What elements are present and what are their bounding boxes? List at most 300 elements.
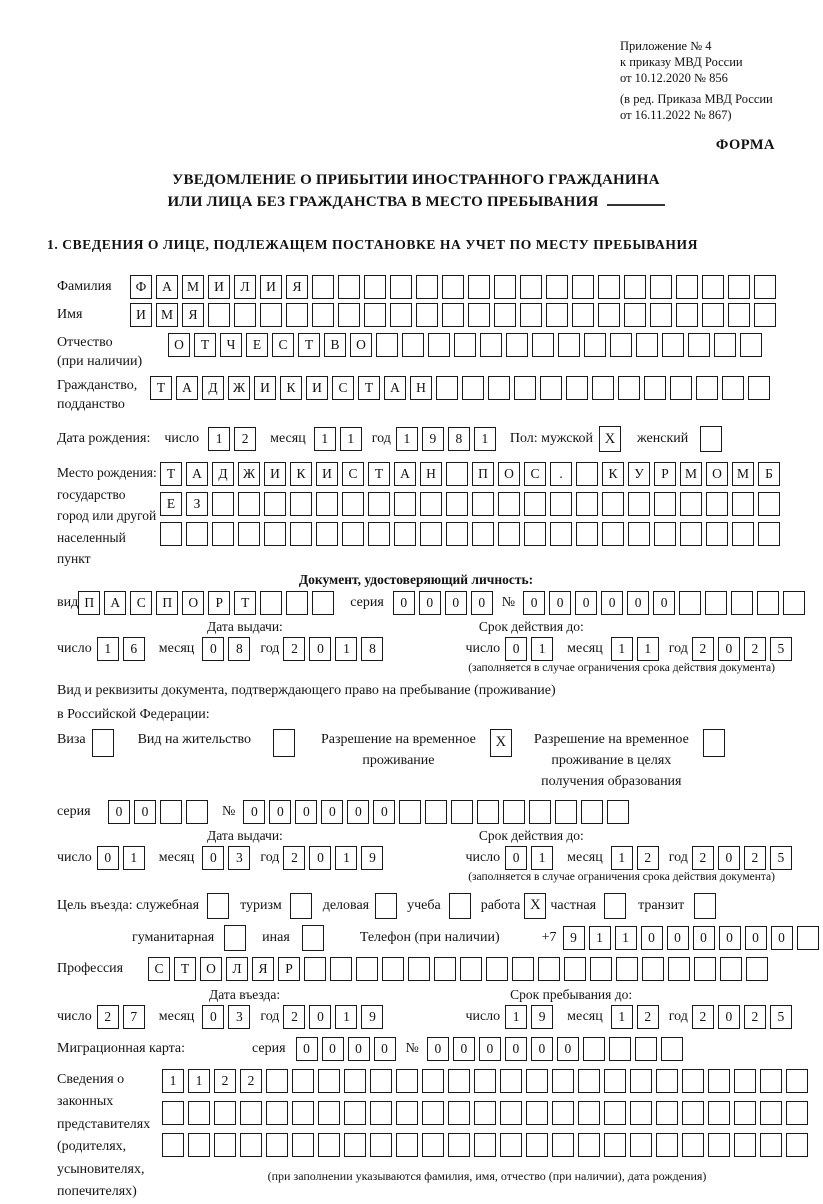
char-cell[interactable] [160, 800, 182, 824]
doc-valid-year-cells[interactable] [692, 637, 796, 661]
char-cell[interactable] [552, 1133, 574, 1157]
char-cell[interactable]: С [130, 591, 152, 615]
char-cell[interactable] [604, 1133, 626, 1157]
char-cell[interactable]: 0 [505, 1037, 527, 1061]
birth-place-row-1[interactable] [160, 462, 784, 486]
char-cell[interactable]: 2 [283, 637, 305, 661]
char-cell[interactable]: 0 [427, 1037, 449, 1061]
char-cell[interactable] [654, 492, 676, 516]
char-cell[interactable]: 1 [611, 637, 633, 661]
char-cell[interactable] [188, 1101, 210, 1125]
residence-issue-month-cells[interactable] [202, 846, 254, 870]
char-cell[interactable]: О [498, 462, 520, 486]
char-cell[interactable] [370, 1069, 392, 1093]
char-cell[interactable]: Б [758, 462, 780, 486]
char-cell[interactable] [644, 376, 666, 400]
char-cell[interactable]: 9 [361, 846, 383, 870]
char-cell[interactable]: 0 [347, 800, 369, 824]
char-cell[interactable]: П [78, 591, 100, 615]
char-cell[interactable] [474, 1069, 496, 1093]
char-cell[interactable] [368, 522, 390, 546]
char-cell[interactable]: О [182, 591, 204, 615]
char-cell[interactable] [446, 492, 468, 516]
char-cell[interactable]: С [332, 376, 354, 400]
char-cell[interactable] [680, 522, 702, 546]
char-cell[interactable] [676, 303, 698, 327]
char-cell[interactable] [186, 522, 208, 546]
char-cell[interactable] [576, 462, 598, 486]
char-cell[interactable] [760, 1069, 782, 1093]
char-cell[interactable] [500, 1069, 522, 1093]
char-cell[interactable] [370, 1133, 392, 1157]
char-cell[interactable] [705, 591, 727, 615]
residence-number-cells[interactable] [243, 800, 633, 824]
char-cell[interactable] [480, 333, 502, 357]
char-cell[interactable]: 0 [348, 1037, 370, 1061]
char-cell[interactable] [734, 1101, 756, 1125]
char-cell[interactable]: И [254, 376, 276, 400]
char-cell[interactable]: 0 [295, 800, 317, 824]
char-cell[interactable]: 0 [373, 800, 395, 824]
char-cell[interactable]: А [176, 376, 198, 400]
char-cell[interactable] [624, 275, 646, 299]
char-cell[interactable]: 5 [770, 637, 792, 661]
char-cell[interactable] [208, 303, 230, 327]
char-cell[interactable] [576, 492, 598, 516]
char-cell[interactable]: 2 [637, 1005, 659, 1029]
char-cell[interactable] [524, 492, 546, 516]
char-cell[interactable] [679, 591, 701, 615]
char-cell[interactable]: 9 [361, 1005, 383, 1029]
char-cell[interactable] [342, 522, 364, 546]
char-cell[interactable] [746, 957, 768, 981]
char-cell[interactable] [661, 1037, 683, 1061]
char-cell[interactable] [390, 275, 412, 299]
temp-residence-checkbox[interactable]: X [490, 729, 512, 757]
char-cell[interactable]: 2 [744, 637, 766, 661]
sex-female-checkbox[interactable] [700, 426, 722, 452]
char-cell[interactable]: 1 [188, 1069, 210, 1093]
char-cell[interactable] [266, 1133, 288, 1157]
char-cell[interactable]: 0 [309, 1005, 331, 1029]
char-cell[interactable] [526, 1133, 548, 1157]
char-cell[interactable] [434, 957, 456, 981]
birth-place-row-3[interactable] [160, 522, 784, 546]
char-cell[interactable] [162, 1101, 184, 1125]
doc-issue-month-cells[interactable] [202, 637, 254, 661]
char-cell[interactable] [566, 376, 588, 400]
char-cell[interactable]: З [186, 492, 208, 516]
char-cell[interactable] [472, 522, 494, 546]
char-cell[interactable] [312, 591, 334, 615]
char-cell[interactable]: Е [246, 333, 268, 357]
char-cell[interactable]: Т [150, 376, 172, 400]
char-cell[interactable] [286, 591, 308, 615]
char-cell[interactable] [592, 376, 614, 400]
char-cell[interactable] [526, 1101, 548, 1125]
char-cell[interactable]: Л [226, 957, 248, 981]
char-cell[interactable] [786, 1133, 808, 1157]
char-cell[interactable] [442, 275, 464, 299]
char-cell[interactable] [572, 303, 594, 327]
char-cell[interactable] [318, 1069, 340, 1093]
char-cell[interactable]: М [182, 275, 204, 299]
char-cell[interactable]: 1 [474, 427, 496, 451]
char-cell[interactable]: 0 [479, 1037, 501, 1061]
char-cell[interactable] [214, 1101, 236, 1125]
char-cell[interactable]: 0 [718, 1005, 740, 1029]
char-cell[interactable] [650, 275, 672, 299]
char-cell[interactable]: И [306, 376, 328, 400]
char-cell[interactable] [344, 1101, 366, 1125]
char-cell[interactable] [396, 1069, 418, 1093]
char-cell[interactable]: 0 [745, 926, 767, 950]
char-cell[interactable] [486, 957, 508, 981]
char-cell[interactable] [338, 275, 360, 299]
char-cell[interactable] [783, 591, 805, 615]
char-cell[interactable] [572, 275, 594, 299]
char-cell[interactable]: 2 [744, 846, 766, 870]
entry-month-cells[interactable] [202, 1005, 254, 1029]
char-cell[interactable] [498, 522, 520, 546]
char-cell[interactable]: 2 [283, 1005, 305, 1029]
char-cell[interactable] [316, 492, 338, 516]
char-cell[interactable] [598, 303, 620, 327]
birth-month-cells[interactable] [314, 427, 366, 451]
phone-cells[interactable] [563, 926, 823, 950]
char-cell[interactable]: 2 [214, 1069, 236, 1093]
char-cell[interactable] [628, 522, 650, 546]
char-cell[interactable]: 0 [393, 591, 415, 615]
char-cell[interactable]: Р [278, 957, 300, 981]
char-cell[interactable]: 0 [202, 846, 224, 870]
char-cell[interactable]: 1 [335, 1005, 357, 1029]
char-cell[interactable] [662, 333, 684, 357]
char-cell[interactable]: 2 [692, 1005, 714, 1029]
char-cell[interactable]: 2 [744, 1005, 766, 1029]
char-cell[interactable] [399, 800, 421, 824]
char-cell[interactable] [628, 492, 650, 516]
char-cell[interactable] [602, 492, 624, 516]
char-cell[interactable] [396, 1133, 418, 1157]
char-cell[interactable] [500, 1101, 522, 1125]
char-cell[interactable]: О [350, 333, 372, 357]
char-cell[interactable] [546, 275, 568, 299]
char-cell[interactable]: Ж [238, 462, 260, 486]
char-cell[interactable]: 2 [97, 1005, 119, 1029]
char-cell[interactable] [714, 333, 736, 357]
char-cell[interactable] [212, 492, 234, 516]
char-cell[interactable] [344, 1069, 366, 1093]
char-cell[interactable] [702, 303, 724, 327]
char-cell[interactable] [266, 1069, 288, 1093]
purpose-tourism-checkbox[interactable] [290, 893, 312, 919]
char-cell[interactable]: 1 [335, 637, 357, 661]
char-cell[interactable]: . [550, 462, 572, 486]
char-cell[interactable] [732, 492, 754, 516]
surname-cells[interactable] [130, 275, 780, 299]
char-cell[interactable]: Я [252, 957, 274, 981]
char-cell[interactable] [552, 1101, 574, 1125]
char-cell[interactable]: 5 [770, 1005, 792, 1029]
char-cell[interactable]: 0 [309, 637, 331, 661]
char-cell[interactable] [368, 492, 390, 516]
char-cell[interactable] [238, 492, 260, 516]
char-cell[interactable] [731, 591, 753, 615]
char-cell[interactable]: Р [208, 591, 230, 615]
char-cell[interactable]: 0 [108, 800, 130, 824]
doc-number-cells[interactable] [523, 591, 809, 615]
residence-permit-checkbox[interactable] [273, 729, 295, 757]
char-cell[interactable] [538, 957, 560, 981]
char-cell[interactable] [422, 1101, 444, 1125]
residence-valid-day-cells[interactable] [505, 846, 557, 870]
char-cell[interactable] [214, 1133, 236, 1157]
char-cell[interactable] [630, 1133, 652, 1157]
char-cell[interactable]: К [602, 462, 624, 486]
char-cell[interactable] [420, 522, 442, 546]
char-cell[interactable] [382, 957, 404, 981]
char-cell[interactable] [290, 492, 312, 516]
char-cell[interactable]: К [280, 376, 302, 400]
char-cell[interactable] [604, 1069, 626, 1093]
char-cell[interactable] [555, 800, 577, 824]
char-cell[interactable]: М [156, 303, 178, 327]
char-cell[interactable] [576, 522, 598, 546]
purpose-study-checkbox[interactable] [449, 893, 471, 919]
given-name-cells[interactable] [130, 303, 780, 327]
char-cell[interactable] [344, 1133, 366, 1157]
char-cell[interactable] [578, 1101, 600, 1125]
char-cell[interactable] [442, 303, 464, 327]
char-cell[interactable]: А [156, 275, 178, 299]
char-cell[interactable]: Ж [228, 376, 250, 400]
char-cell[interactable] [694, 957, 716, 981]
char-cell[interactable] [676, 275, 698, 299]
char-cell[interactable] [732, 522, 754, 546]
char-cell[interactable] [607, 800, 629, 824]
char-cell[interactable] [682, 1101, 704, 1125]
char-cell[interactable]: И [316, 462, 338, 486]
char-cell[interactable] [364, 303, 386, 327]
char-cell[interactable]: 1 [123, 846, 145, 870]
char-cell[interactable] [740, 333, 762, 357]
char-cell[interactable] [264, 492, 286, 516]
entry-day-cells[interactable] [97, 1005, 149, 1029]
char-cell[interactable]: 2 [692, 637, 714, 661]
char-cell[interactable] [654, 522, 676, 546]
char-cell[interactable] [292, 1069, 314, 1093]
char-cell[interactable] [758, 492, 780, 516]
char-cell[interactable] [292, 1133, 314, 1157]
purpose-work-checkbox[interactable]: X [524, 893, 546, 919]
char-cell[interactable] [540, 376, 562, 400]
char-cell[interactable] [550, 522, 572, 546]
char-cell[interactable]: 0 [445, 591, 467, 615]
char-cell[interactable] [330, 957, 352, 981]
char-cell[interactable] [212, 522, 234, 546]
char-cell[interactable] [402, 333, 424, 357]
char-cell[interactable]: Д [202, 376, 224, 400]
char-cell[interactable]: А [394, 462, 416, 486]
char-cell[interactable]: В [324, 333, 346, 357]
char-cell[interactable] [474, 1133, 496, 1157]
char-cell[interactable]: Е [160, 492, 182, 516]
char-cell[interactable]: Т [174, 957, 196, 981]
char-cell[interactable]: 3 [228, 846, 250, 870]
char-cell[interactable] [520, 275, 542, 299]
char-cell[interactable]: 0 [523, 591, 545, 615]
char-cell[interactable] [451, 800, 473, 824]
char-cell[interactable] [708, 1101, 730, 1125]
char-cell[interactable] [370, 1101, 392, 1125]
char-cell[interactable] [292, 1101, 314, 1125]
char-cell[interactable] [656, 1101, 678, 1125]
char-cell[interactable]: П [472, 462, 494, 486]
char-cell[interactable]: 0 [134, 800, 156, 824]
char-cell[interactable]: У [628, 462, 650, 486]
char-cell[interactable]: 1 [531, 846, 553, 870]
char-cell[interactable] [436, 376, 458, 400]
char-cell[interactable]: 0 [557, 1037, 579, 1061]
char-cell[interactable] [394, 522, 416, 546]
doc-series-cells[interactable] [393, 591, 497, 615]
char-cell[interactable] [342, 492, 364, 516]
char-cell[interactable] [682, 1069, 704, 1093]
char-cell[interactable]: 0 [97, 846, 119, 870]
char-cell[interactable] [590, 957, 612, 981]
char-cell[interactable]: Я [182, 303, 204, 327]
stay-day-cells[interactable] [505, 1005, 557, 1029]
char-cell[interactable]: Т [194, 333, 216, 357]
char-cell[interactable]: И [130, 303, 152, 327]
char-cell[interactable]: 0 [601, 591, 623, 615]
purpose-business-checkbox[interactable] [375, 893, 397, 919]
char-cell[interactable]: 0 [243, 800, 265, 824]
char-cell[interactable] [734, 1133, 756, 1157]
char-cell[interactable]: И [260, 275, 282, 299]
char-cell[interactable]: 1 [314, 427, 336, 451]
char-cell[interactable]: 7 [123, 1005, 145, 1029]
char-cell[interactable]: 0 [309, 846, 331, 870]
char-cell[interactable] [260, 591, 282, 615]
char-cell[interactable]: 6 [123, 637, 145, 661]
char-cell[interactable]: Н [410, 376, 432, 400]
char-cell[interactable]: Т [234, 591, 256, 615]
char-cell[interactable] [636, 333, 658, 357]
char-cell[interactable]: М [732, 462, 754, 486]
char-cell[interactable] [364, 275, 386, 299]
char-cell[interactable] [472, 492, 494, 516]
char-cell[interactable] [266, 1101, 288, 1125]
char-cell[interactable] [264, 522, 286, 546]
char-cell[interactable] [396, 1101, 418, 1125]
char-cell[interactable]: 1 [615, 926, 637, 950]
char-cell[interactable] [642, 957, 664, 981]
char-cell[interactable] [240, 1101, 262, 1125]
char-cell[interactable]: А [186, 462, 208, 486]
birth-day-cells[interactable] [208, 427, 260, 451]
char-cell[interactable] [474, 1101, 496, 1125]
char-cell[interactable] [797, 926, 819, 950]
patronymic-cells[interactable] [168, 333, 766, 357]
char-cell[interactable]: 0 [321, 800, 343, 824]
char-cell[interactable] [578, 1069, 600, 1093]
char-cell[interactable] [630, 1069, 652, 1093]
char-cell[interactable] [394, 492, 416, 516]
char-cell[interactable] [376, 333, 398, 357]
char-cell[interactable]: 0 [693, 926, 715, 950]
char-cell[interactable] [160, 522, 182, 546]
char-cell[interactable] [552, 1069, 574, 1093]
visa-checkbox[interactable] [92, 729, 114, 757]
char-cell[interactable] [422, 1069, 444, 1093]
char-cell[interactable] [448, 1133, 470, 1157]
char-cell[interactable] [286, 303, 308, 327]
char-cell[interactable] [260, 303, 282, 327]
char-cell[interactable]: Т [368, 462, 390, 486]
char-cell[interactable] [425, 800, 447, 824]
char-cell[interactable] [757, 591, 779, 615]
char-cell[interactable] [312, 275, 334, 299]
char-cell[interactable] [754, 303, 776, 327]
char-cell[interactable] [520, 303, 542, 327]
char-cell[interactable]: 2 [637, 846, 659, 870]
char-cell[interactable] [188, 1133, 210, 1157]
char-cell[interactable] [748, 376, 770, 400]
char-cell[interactable]: 0 [653, 591, 675, 615]
char-cell[interactable] [602, 522, 624, 546]
char-cell[interactable] [616, 957, 638, 981]
char-cell[interactable]: 1 [611, 1005, 633, 1029]
char-cell[interactable]: Л [234, 275, 256, 299]
purpose-transit-checkbox[interactable] [694, 893, 716, 919]
char-cell[interactable] [583, 1037, 605, 1061]
char-cell[interactable] [316, 522, 338, 546]
char-cell[interactable] [446, 522, 468, 546]
char-cell[interactable]: 1 [505, 1005, 527, 1029]
char-cell[interactable]: А [104, 591, 126, 615]
citizenship-cells[interactable] [150, 376, 774, 400]
char-cell[interactable] [498, 492, 520, 516]
char-cell[interactable]: 1 [162, 1069, 184, 1093]
char-cell[interactable] [682, 1133, 704, 1157]
char-cell[interactable]: Ф [130, 275, 152, 299]
char-cell[interactable] [578, 1133, 600, 1157]
char-cell[interactable] [162, 1133, 184, 1157]
char-cell[interactable]: 0 [296, 1037, 318, 1061]
doc-issue-day-cells[interactable] [97, 637, 149, 661]
purpose-other-checkbox[interactable] [302, 925, 324, 951]
char-cell[interactable] [318, 1133, 340, 1157]
char-cell[interactable]: 0 [202, 637, 224, 661]
migration-number-cells[interactable] [427, 1037, 687, 1061]
char-cell[interactable]: 8 [448, 427, 470, 451]
char-cell[interactable]: 2 [234, 427, 256, 451]
char-cell[interactable]: 9 [531, 1005, 553, 1029]
char-cell[interactable] [390, 303, 412, 327]
char-cell[interactable] [503, 800, 525, 824]
char-cell[interactable] [524, 522, 546, 546]
temp-residence-education-checkbox[interactable] [703, 729, 725, 757]
char-cell[interactable] [477, 800, 499, 824]
char-cell[interactable] [428, 333, 450, 357]
birth-year-cells[interactable] [396, 427, 500, 451]
residence-issue-year-cells[interactable] [283, 846, 387, 870]
residence-valid-month-cells[interactable] [611, 846, 663, 870]
char-cell[interactable]: 1 [611, 846, 633, 870]
char-cell[interactable] [558, 333, 580, 357]
